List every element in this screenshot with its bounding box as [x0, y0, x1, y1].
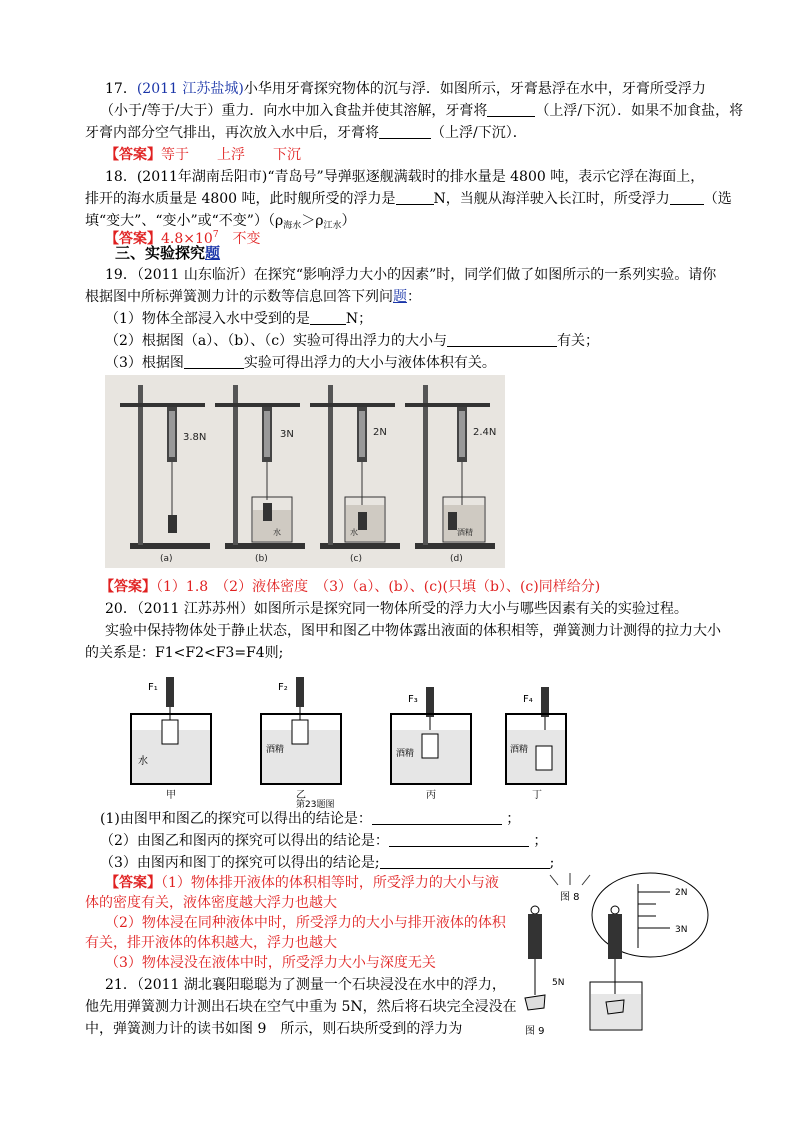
q21-line-3: 中，弹簧测力计的读书如图 9 所示，则石块所受到的浮力为: [85, 1021, 463, 1037]
q20-sub-1: (1)由图甲和图乙的探究可以得出的结论是： ；: [100, 811, 521, 827]
label-a: (a): [160, 554, 173, 564]
label-c: (c): [350, 554, 362, 564]
q20-line-3: 的关系是：F1<F2<F3=F4则;: [85, 645, 284, 661]
svg-text:F₁: F₁: [148, 682, 158, 693]
scale-in-air: [525, 906, 564, 1010]
q18-blank-2[interactable]: [670, 190, 704, 205]
q17-source: (2011 江苏盐城): [136, 81, 244, 97]
svg-text:F₃: F₃: [408, 694, 418, 705]
q20-answer-1: 【答案】（1）物体排开液体的体积相等时，所受浮力的大小与液: [105, 875, 499, 891]
q19-answer: 【答案】（1）1.8 （2）液体密度 （3）（a）、(b）、(c)(只填（b）、(c)同样给分): [100, 579, 601, 595]
q20-sub-3: （3）由图丙和图丁的探究可以得出的结论是; ;: [100, 855, 555, 871]
svg-text:酒精: 酒精: [396, 749, 415, 759]
q20-answer-3: （3）物体浸没在液体中时，所受浮力大小与深度无关: [105, 955, 436, 971]
q17-answer: 【答案】等于 上浮 下沉: [105, 147, 301, 163]
q17-blank-1[interactable]: [487, 102, 535, 117]
q20-answer-2a: （2）物体浸在同种液体中时，所受浮力的大小与排开液体的体积: [105, 915, 506, 931]
q19-figure: [105, 375, 505, 568]
q20-sub-2: （2）由图乙和图丙的探究可以得出的结论是： ；: [100, 833, 548, 849]
svg-text:乙: 乙: [296, 790, 306, 801]
q18-line-2: 排开的海水质量是 4800 吨，此时舰所受的浮力是 N，当舰从海洋驶入长江时，所受浮力 （选: [85, 191, 732, 207]
q20-line-2: 实验中保持物体处于静止状态，图甲和图乙中物体露出液面的体积相等，弹簧测力计测得的拉力大小: [105, 623, 721, 639]
q17-line-2: （小于/等于/大于）重力．向水中加入食盐并使其溶解，牙膏将 （上浮/下沉）．如果不加食盐，将: [100, 103, 744, 119]
reading-b: 3N: [280, 429, 294, 440]
q18-blank-1[interactable]: [396, 190, 434, 205]
reading-a: 3.8N: [183, 432, 207, 443]
svg-text:F₄: F₄: [523, 694, 533, 705]
beaker-bing: [391, 687, 471, 801]
q17-line-3: 牙膏内部分空气排出，再次放入水中后，牙膏将 （上浮/下沉）．: [85, 125, 527, 141]
q21-line-1: 21．（2011 湖北襄阳聪聪为了测量一个石块浸没在水中的浮力，: [105, 977, 506, 993]
q19-blank-1[interactable]: [310, 310, 346, 325]
label-d: (d): [450, 554, 463, 564]
svg-text:酒精: 酒精: [510, 745, 529, 755]
svg-text:3N: 3N: [675, 925, 688, 935]
reading-c: 2N: [373, 427, 387, 438]
q19-sub-3: （3）根据图 实验可得出浮力的大小与液体体积有关。: [105, 355, 496, 371]
svg-text:甲: 甲: [166, 790, 176, 801]
q20-line-1: 20．（2011 江苏苏州）如图所示是探究同一物体所受的浮力大小与哪些因素有关的实验过程。: [105, 601, 688, 617]
beaker-jia: [131, 677, 211, 801]
q19-line-2: 根据图中所标弹簧测力计的示数等信息回答下列问题：: [85, 289, 421, 305]
q20-blank-1[interactable]: [372, 810, 502, 825]
reading-d: 2.4N: [473, 427, 497, 438]
q19-sub-2: （2）根据图（a）、（b）、（c）实验可得出浮力的大小与 有关；: [105, 333, 600, 349]
q20-answer-1b: 体的密度有关，液体密度越大浮力也越大: [85, 895, 337, 911]
svg-text:2N: 2N: [675, 888, 688, 898]
liquid-b: 水: [273, 528, 281, 537]
label-b: (b): [255, 554, 268, 564]
section-title: 三、实验探究题: [115, 244, 221, 262]
svg-text:图 8: 图 8: [560, 892, 580, 903]
svg-text:F₂: F₂: [278, 682, 288, 693]
q21-figure: [520, 870, 720, 1040]
svg-text:水: 水: [138, 756, 148, 767]
q17-line-1: 17．(2011 江苏盐城)小华用牙膏探究物体的沉与浮．如图所示，牙膏悬浮在水中，牙膏所受浮力: [105, 81, 706, 97]
figure-9-label: 图 9: [525, 1026, 545, 1037]
section-title-link[interactable]: 题: [205, 244, 221, 262]
q18-line-1: 18．(2011年湖南岳阳市)“青岛号”导弹驱逐舰满载时的排水量是 4800 吨，表示它浮在海面上，: [105, 169, 705, 185]
q19-link[interactable]: 题: [393, 289, 407, 305]
q18-line-3: 填“变大”、“变小”或“不变$”)(\rho_{海水}>\rho_{江水})$: [85, 213, 356, 231]
svg-text:丁: 丁: [532, 790, 542, 801]
q18-answer: 【答案】$4.8\times 10^7$ 不变: [105, 230, 261, 247]
q20-answer-2b: 有关，排开液体的体积越大，浮力也越大: [85, 935, 337, 951]
liquid-c: 水: [350, 528, 358, 537]
liquid-d: 酒精: [457, 528, 473, 537]
q20-figure: [128, 672, 568, 810]
q19-line-1: 19．（2011 山东临沂）在探究“影响浮力大小的因素”时，同学们做了如图所示的一系列实验。请你: [105, 267, 717, 283]
svg-text:丙: 丙: [426, 790, 436, 801]
q20-blank-2[interactable]: [389, 832, 529, 847]
figure-8-partial: [550, 873, 590, 903]
beaker-ding: [506, 687, 566, 801]
figure-caption-partial: 第23题图: [296, 800, 335, 810]
q19-sub-1: （1）物体全部浸入水中受到的是 N；: [105, 311, 373, 327]
q21-line-2: 他先用弹簧测力计测出石块在空气中重为 5N，然后将石块完全浸没在: [85, 999, 517, 1015]
svg-text:酒精: 酒精: [266, 745, 285, 755]
svg-text:5N: 5N: [552, 978, 565, 988]
q19-blank-2[interactable]: [447, 332, 557, 347]
q20-blank-3[interactable]: [380, 854, 550, 869]
q19-blank-3[interactable]: [184, 354, 244, 369]
q17-blank-2[interactable]: [379, 124, 431, 139]
beaker-yi: [261, 677, 341, 801]
